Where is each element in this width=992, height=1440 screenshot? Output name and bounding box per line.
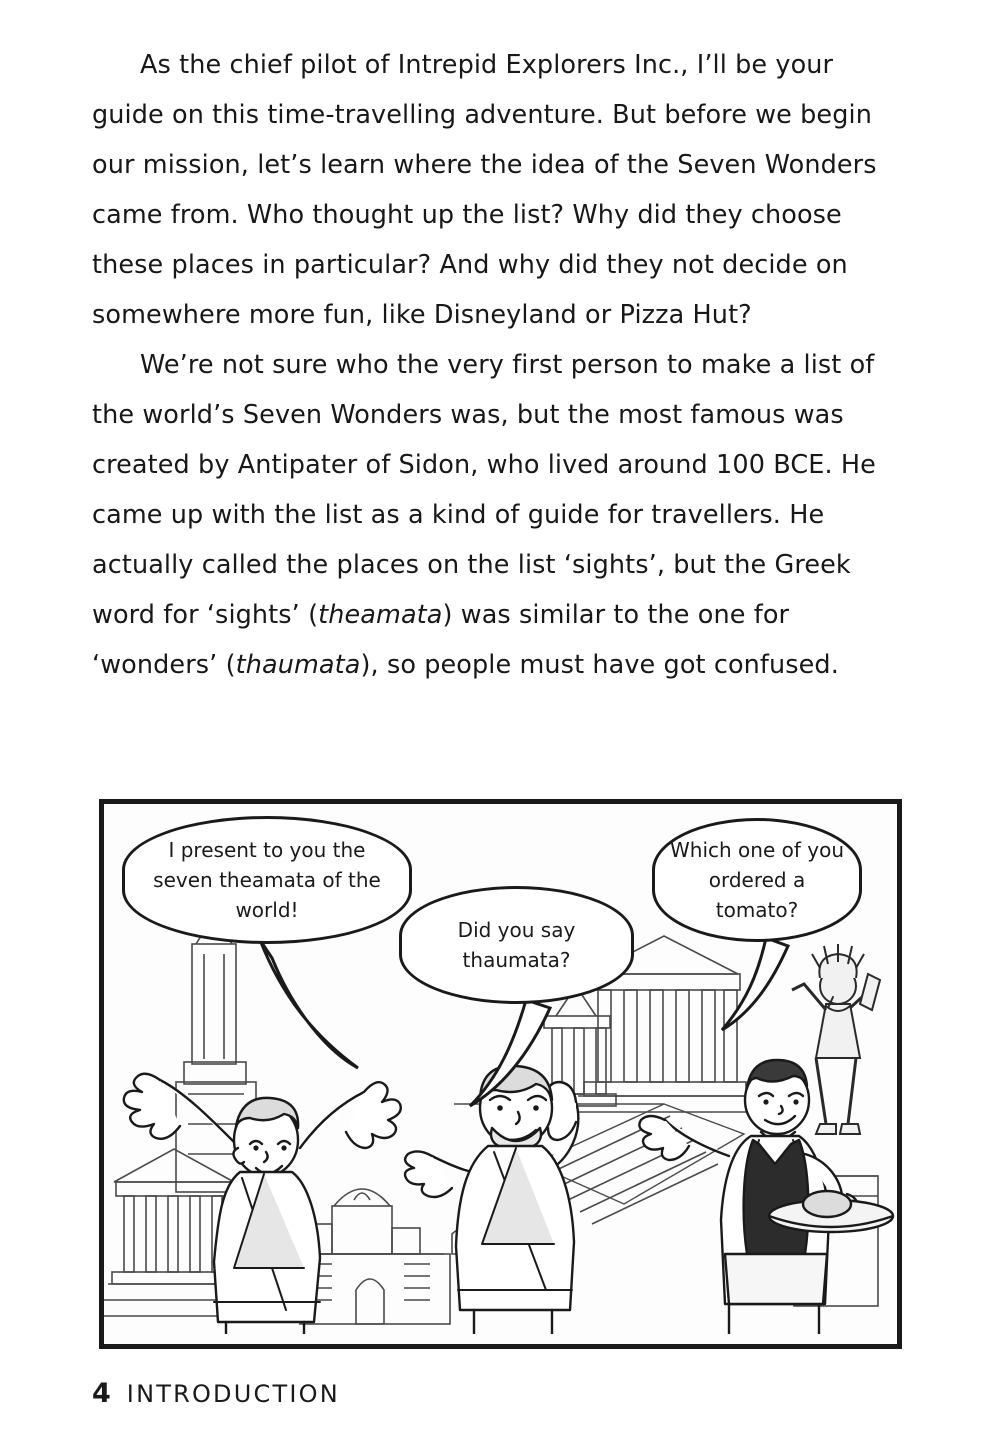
paragraph-2-part-b: ) was similar to the one for ‘wonders’ (: [92, 600, 790, 680]
paragraph-1: As the chief pilot of Intrepid Explorers Inc., I’ll be your guide on this time-travelling adventure. But before we begin our mission, let’s learn where the idea of the Seven Wonders came from. Who thought up the list? Why did they choose these places in particular? And why did they not decide on somewhere more fun, like Disneyland or Pizza Hut?: [92, 50, 877, 330]
term-theamata: theamata: [318, 600, 443, 630]
speech-bubble-3: Which one of you ordered a tomato?: [652, 818, 862, 942]
page-footer: [92, 1378, 340, 1409]
illustration-scene: [104, 804, 897, 1344]
illustration-panel: [99, 799, 902, 1349]
speech-bubble-2: Did you say thaumata?: [399, 886, 634, 1004]
speech-tail-1: [254, 936, 384, 1076]
figure-waiter: [609, 1004, 902, 1334]
paragraph-2: [92, 340, 892, 690]
speech-tail-2: [464, 996, 574, 1116]
running-head: INTRODUCTION: [126, 1380, 340, 1408]
page-number: 4: [92, 1378, 111, 1409]
page-body-text: [92, 40, 892, 690]
term-thaumata: thaumata: [235, 650, 361, 680]
paragraph-2-part-c: ), so people must have got confused.: [360, 650, 839, 680]
speech-tail-3: [712, 934, 802, 1044]
speech-bubble-1: I present to you the seven theamata of the world!: [122, 816, 412, 944]
paragraph-2-part-a: We’re not sure who the very first person to make a list of the world’s Seven Wonders was, but the most famous was created by Antipater of Sidon, who lived around 100 BCE. He came up with the list as a kind of guide for travellers. He actually called the places on the list ‘sights’, but the Greek word for ‘sights’ (: [92, 350, 876, 630]
